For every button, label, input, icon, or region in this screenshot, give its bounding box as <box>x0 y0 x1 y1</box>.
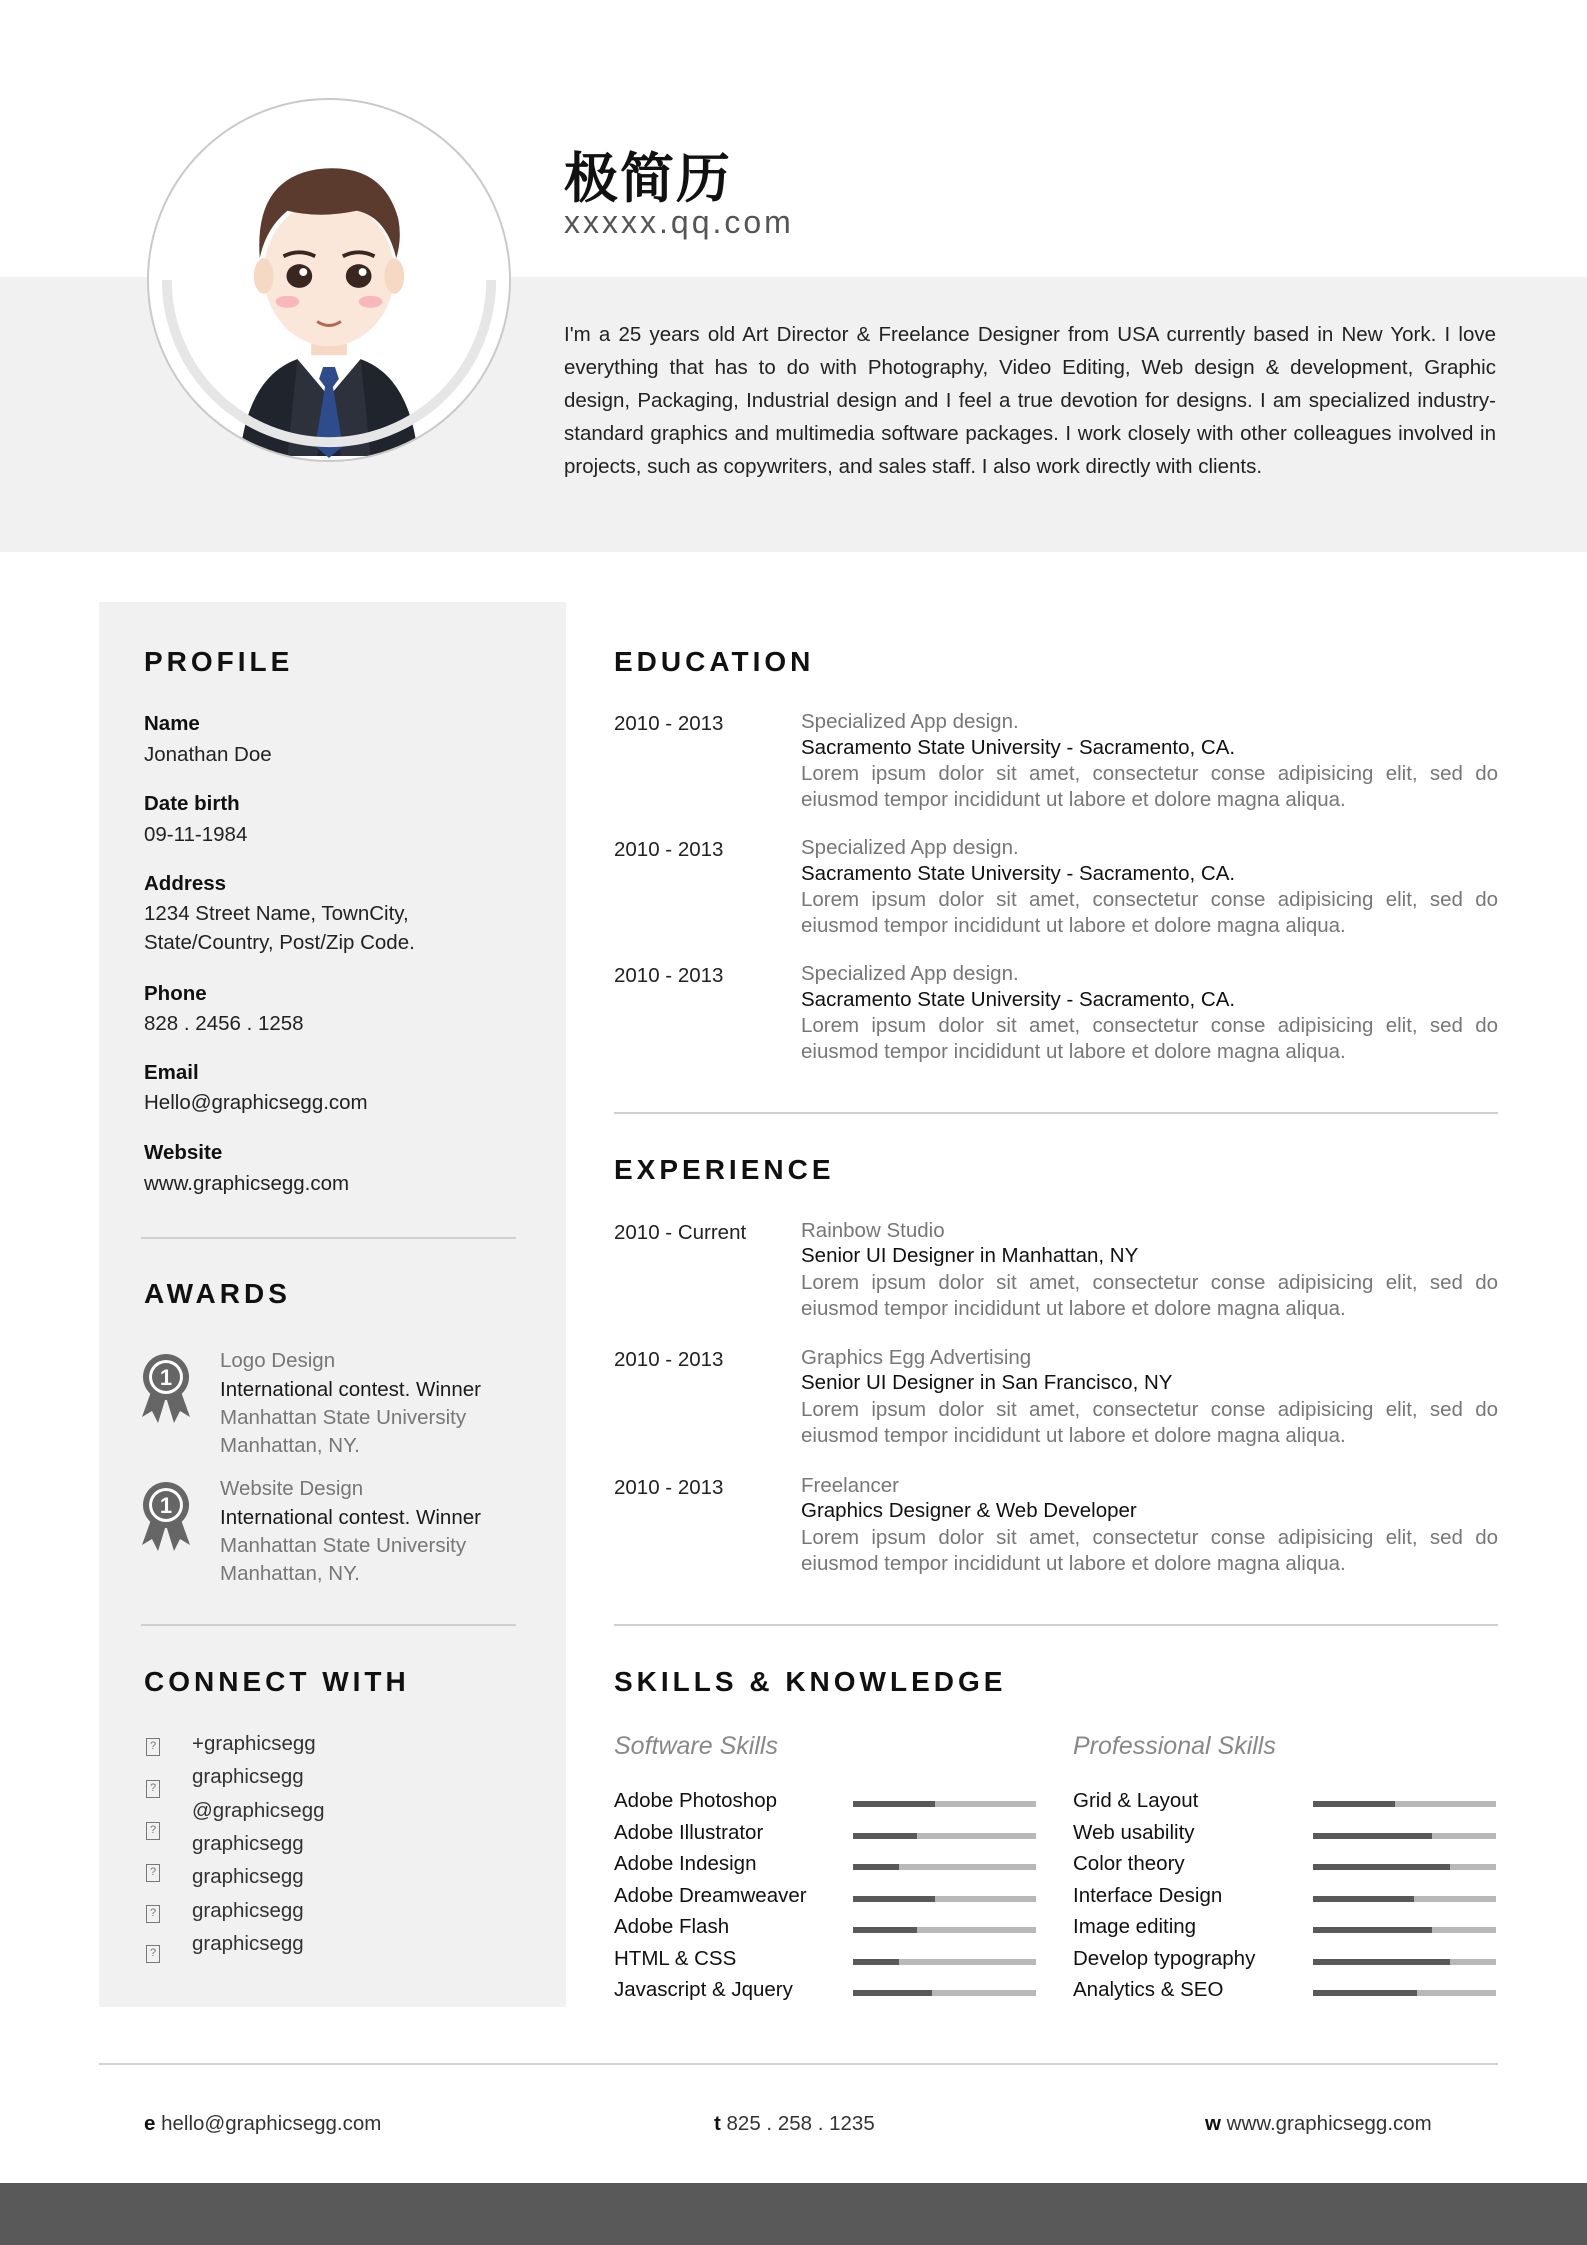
bottom-bar <box>0 2183 1587 2245</box>
birth-label: Date birth <box>144 792 240 815</box>
footer-phone-prefix: t <box>714 2112 721 2135</box>
phone-value: 828 . 2456 . 1258 <box>144 1012 304 1035</box>
skill-name: HTML & CSS <box>614 1946 737 1970</box>
award-category: Website Design <box>220 1477 364 1500</box>
education-school: Sacramento State University - Sacramento, CA. <box>801 862 1236 885</box>
skill-name: Adobe Indesign <box>614 1852 757 1875</box>
education-date: 2010 - 2013 <box>614 712 724 735</box>
award-medal-icon <box>140 1481 192 1553</box>
footer-web-value[interactable]: www.graphicsegg.com <box>1226 2112 1432 2135</box>
skill-level-bar <box>1313 1801 1496 1807</box>
skill-name: Analytics & SEO <box>1073 1978 1224 2001</box>
experience-title: EXPERIENCE <box>614 1154 835 1185</box>
award-org: Manhattan State University <box>220 1534 467 1557</box>
skill-level-bar <box>1313 1990 1496 1996</box>
skill-level-fill <box>1313 1927 1432 1933</box>
education-school: Sacramento State University - Sacramento, CA. <box>801 988 1236 1011</box>
email-label: Email <box>144 1061 199 1084</box>
skill-name: Adobe Photoshop <box>614 1789 777 1812</box>
skill-level-bar <box>853 1896 1036 1902</box>
social-icon[interactable]: ? <box>146 1864 160 1882</box>
sidebar-divider <box>141 1237 516 1239</box>
skill-level-bar <box>853 1864 1036 1870</box>
connect-item[interactable]: graphicsegg <box>192 1899 304 1922</box>
social-icon[interactable]: ? <box>146 1738 160 1756</box>
skill-level-fill <box>1313 1990 1417 1996</box>
experience-description: Lorem ipsum dolor sit amet, consectetur conse adipisicing elit, sed do eiusmod tempor incididunt ut labore et dolore magna aliqua. <box>801 1398 1498 1447</box>
birth-value: 09-11-1984 <box>144 823 248 846</box>
experience-role: Senior UI Designer in Manhattan, NY <box>801 1244 1139 1267</box>
education-title: EDUCATION <box>614 646 815 677</box>
footer-email[interactable] <box>144 2112 381 2136</box>
social-icon[interactable]: ? <box>146 1905 160 1923</box>
experience-description: Lorem ipsum dolor sit amet, consectetur conse adipisicing elit, sed do eiusmod tempor incididunt ut labore et dolore magna aliqua. <box>801 1271 1498 1320</box>
address-line2: State/Country, Post/Zip Code. <box>144 931 415 954</box>
skill-level-bar <box>853 1990 1036 1996</box>
skill-level-fill <box>853 1864 899 1870</box>
email-value[interactable]: Hello@graphicsegg.com <box>144 1091 368 1114</box>
skills-title: SKILLS & KNOWLEDGE <box>614 1666 1007 1697</box>
education-heading: Specialized App design. <box>801 710 1019 733</box>
education-description: Lorem ipsum dolor sit amet, consectetur conse adipisicing elit, sed do eiusmod tempor incididunt ut labore et dolore magna aliqua. <box>801 888 1498 937</box>
connect-item[interactable]: +graphicsegg <box>192 1732 316 1755</box>
sidebar-divider <box>141 1624 516 1626</box>
footer-divider <box>99 2063 1498 2065</box>
skill-name: Web usability <box>1073 1820 1195 1844</box>
profile-title: PROFILE <box>144 646 294 677</box>
skill-level-bar <box>853 1801 1036 1807</box>
award-place: Manhattan, NY. <box>220 1562 360 1585</box>
skill-level-bar <box>853 1833 1036 1839</box>
skill-name: Javascript & Jquery <box>614 1978 793 2001</box>
award-place: Manhattan, NY. <box>220 1434 360 1457</box>
skill-level-fill <box>853 1990 932 1996</box>
connect-item[interactable]: graphicsegg <box>192 1865 304 1888</box>
section-divider <box>614 1624 1498 1626</box>
avatar <box>147 98 511 462</box>
footer-web[interactable] <box>1205 2112 1432 2136</box>
experience-date: 2010 - 2013 <box>614 1476 724 1499</box>
skill-level-fill <box>1313 1864 1450 1870</box>
education-description: Lorem ipsum dolor sit amet, consectetur conse adipisicing elit, sed do eiusmod tempor incididunt ut labore et dolore magna aliqua. <box>801 762 1498 811</box>
experience-company: Rainbow Studio <box>801 1219 945 1242</box>
skill-level-bar <box>1313 1833 1496 1839</box>
skill-level-fill <box>853 1896 935 1902</box>
intro-paragraph: I'm a 25 years old Art Director & Freelance Designer from USA currently based in New York. I love everything that has to do with Photography, Video Editing, Web design & development, Graphic design, Packaging, Industrial design and I feel a true devotion for designs. I am specialized industry-standard graphics and multimedia software packages. I work closely with other colleagues involved in projects, such as copywriters, and sales staff. I also work directly with clients. <box>564 323 1496 478</box>
resume-title: 极简历 <box>564 147 732 210</box>
connect-item[interactable]: @graphicsegg <box>192 1799 325 1822</box>
footer-phone-value[interactable]: 825 . 258 . 1235 <box>726 2112 875 2135</box>
skill-level-fill <box>1313 1833 1432 1839</box>
skill-name: Image editing <box>1073 1915 1197 1938</box>
award-number: 1 <box>159 1365 173 1390</box>
skill-name: Grid & Layout <box>1073 1789 1199 1812</box>
skill-name: Interface Design <box>1073 1883 1223 1907</box>
professional-skills-heading: Professional Skills <box>1073 1732 1276 1760</box>
resume-subtitle: xxxxx.qq.com <box>564 204 794 240</box>
skill-level-fill <box>853 1927 917 1933</box>
skill-name: Adobe Dreamweaver <box>614 1883 807 1907</box>
section-divider <box>614 1112 1498 1114</box>
phone-label: Phone <box>144 982 207 1005</box>
social-icon[interactable]: ? <box>146 1822 160 1840</box>
name-value: Jonathan Doe <box>144 743 272 766</box>
footer-web-prefix: w <box>1205 2112 1221 2135</box>
skill-level-bar <box>853 1959 1036 1965</box>
website-label: Website <box>144 1141 223 1164</box>
experience-company: Freelancer <box>801 1474 899 1497</box>
skill-level-fill <box>1313 1959 1450 1965</box>
award-number: 1 <box>159 1493 173 1518</box>
name-label: Name <box>144 712 200 735</box>
footer-email-value[interactable]: hello@graphicsegg.com <box>161 2112 382 2135</box>
connect-item[interactable]: graphicsegg <box>192 1765 304 1788</box>
connect-item[interactable]: graphicsegg <box>192 1932 304 1955</box>
award-category: Logo Design <box>220 1349 336 1372</box>
skill-level-fill <box>853 1801 935 1807</box>
address-label: Address <box>144 872 227 895</box>
experience-description: Lorem ipsum dolor sit amet, consectetur conse adipisicing elit, sed do eiusmod tempor incididunt ut labore et dolore magna aliqua. <box>801 1526 1498 1575</box>
experience-company: Graphics Egg Advertising <box>801 1346 1032 1369</box>
skill-name: Adobe Flash <box>614 1915 730 1938</box>
education-heading: Specialized App design. <box>801 962 1019 985</box>
experience-date: 2010 - 2013 <box>614 1348 724 1371</box>
skill-name: Adobe Illustrator <box>614 1820 764 1844</box>
connect-item[interactable]: graphicsegg <box>192 1832 304 1855</box>
experience-date: 2010 - Current <box>614 1221 747 1244</box>
education-heading: Specialized App design. <box>801 836 1019 859</box>
website-value[interactable]: www.graphicsegg.com <box>144 1172 350 1195</box>
skill-level-fill <box>853 1959 899 1965</box>
footer-email-prefix: e <box>144 2112 156 2135</box>
experience-role: Graphics Designer & Web Developer <box>801 1499 1137 1522</box>
award-org: Manhattan State University <box>220 1406 467 1429</box>
social-icon[interactable]: ? <box>146 1945 160 1963</box>
address-line1: 1234 Street Name, TownCity, <box>144 902 409 925</box>
skill-level-bar <box>1313 1959 1496 1965</box>
social-icon[interactable]: ? <box>146 1780 160 1798</box>
education-description: Lorem ipsum dolor sit amet, consectetur conse adipisicing elit, sed do eiusmod tempor incididunt ut labore et dolore magna aliqua. <box>801 1014 1498 1063</box>
award-medal-icon <box>140 1353 192 1425</box>
skill-level-bar <box>1313 1864 1496 1870</box>
education-date: 2010 - 2013 <box>614 838 724 861</box>
skill-name: Color theory <box>1073 1852 1185 1875</box>
skill-level-fill <box>1313 1801 1395 1807</box>
experience-role: Senior UI Designer in San Francisco, NY <box>801 1371 1173 1394</box>
skill-level-bar <box>1313 1927 1496 1933</box>
skill-level-bar <box>853 1927 1036 1933</box>
skill-level-bar <box>1313 1896 1496 1902</box>
education-date: 2010 - 2013 <box>614 964 724 987</box>
education-school: Sacramento State University - Sacramento, CA. <box>801 736 1236 759</box>
awards-title: AWARDS <box>144 1278 291 1309</box>
award-result: International contest. Winner <box>220 1506 481 1529</box>
skill-level-fill <box>853 1833 917 1839</box>
footer-phone[interactable] <box>714 2112 875 2136</box>
skill-name: Develop typography <box>1073 1946 1256 1970</box>
connect-title: CONNECT WITH <box>144 1666 410 1697</box>
award-result: International contest. Winner <box>220 1378 481 1401</box>
software-skills-heading: Software Skills <box>614 1732 778 1760</box>
skill-level-fill <box>1313 1896 1414 1902</box>
avatar-illustration <box>149 100 509 460</box>
